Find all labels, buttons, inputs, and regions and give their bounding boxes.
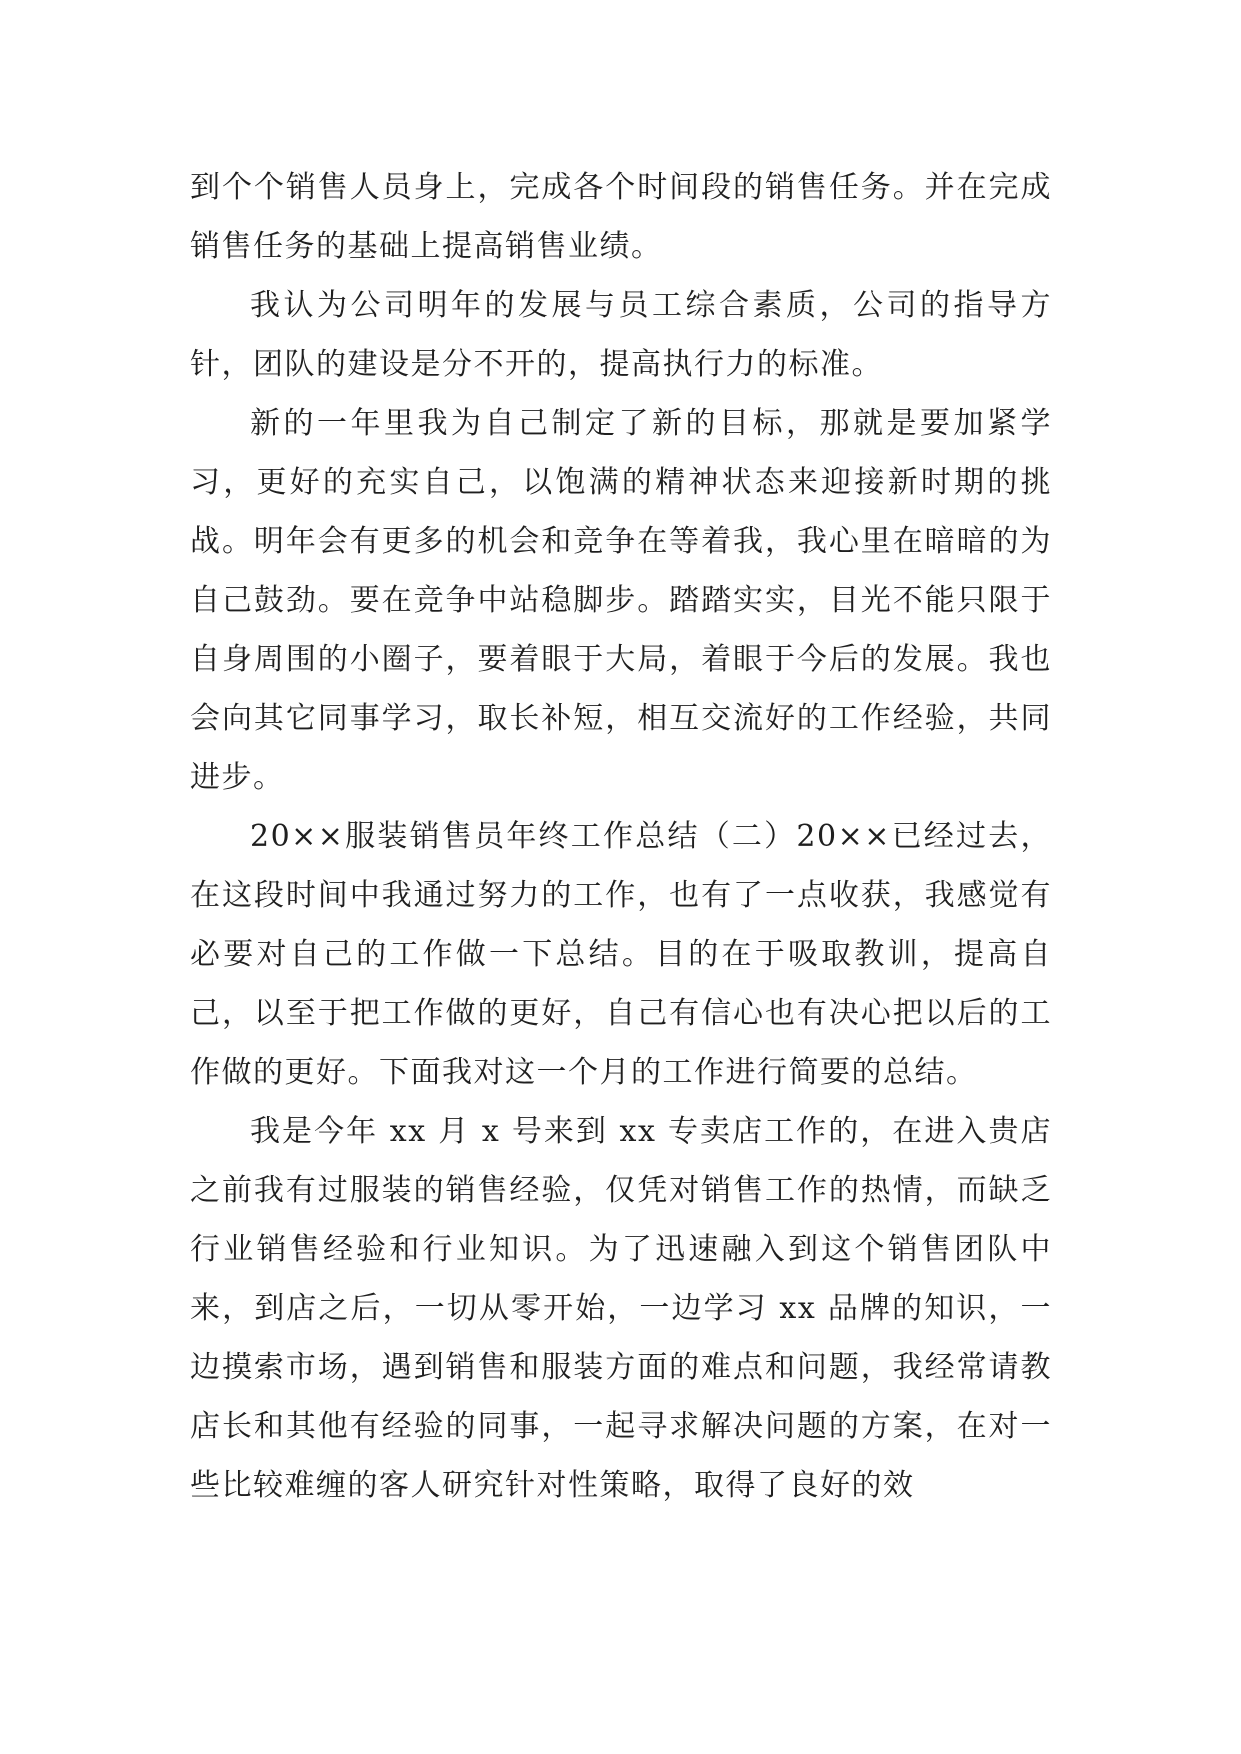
document-body bbox=[190, 158, 1052, 1515]
paragraph-new-year-goals: 新的一年里我为自己制定了新的目标，那就是要加紧学习，更好的充实自己，以饱满的精神状态来迎接新时期的挑战。明年会有更多的机会和竞争在等着我，我心里在暗暗的为自己鼓劲。要在竞争中站稳脚步。踏踏实实，目光不能只限于自身周围的小圈子，要着眼于大局，着眼于今后的发展。我也会向其它同事学习，取长补短，相互交流好的工作经验，共同进步。 bbox=[190, 406, 1052, 795]
paragraph-company-development: 我认为公司明年的发展与员工综合素质，公司的指导方针，团队的建设是分不开的，提高执行力的标准。 bbox=[190, 288, 1052, 382]
paragraph-continuation: 到个个销售人员身上，完成各个时间段的销售任务。并在完成销售任务的基础上提高销售业绩。 bbox=[190, 170, 1052, 264]
paragraph-store-experience: 我是今年 xx 月 x 号来到 xx 专卖店工作的，在进入贵店之前我有过服装的销售经验，仅凭对销售工作的热情，而缺乏行业销售经验和行业知识。为了迅速融入到这个销售团队中来，到店之后，一切从零开始，一边学习 xx 品牌的知识，一边摸索市场，遇到销售和服装方面的难点和问题，我经常请教店长和其他有经验的同事，一起寻求解决问题的方案，在对一些比较难缠的客人研究针对性策略，取得了良好的效 bbox=[190, 1114, 1052, 1503]
paragraph-summary-two-intro: 20××服装销售员年终工作总结（二）20××已经过去，在这段时间中我通过努力的工作，也有了一点收获，我感觉有必要对自己的工作做一下总结。目的在于吸取教训，提高自己，以至于把工作做的更好，自己有信心也有决心把以后的工作做的更好。下面我对这一个月的工作进行简要的总结。 bbox=[190, 819, 1052, 1090]
